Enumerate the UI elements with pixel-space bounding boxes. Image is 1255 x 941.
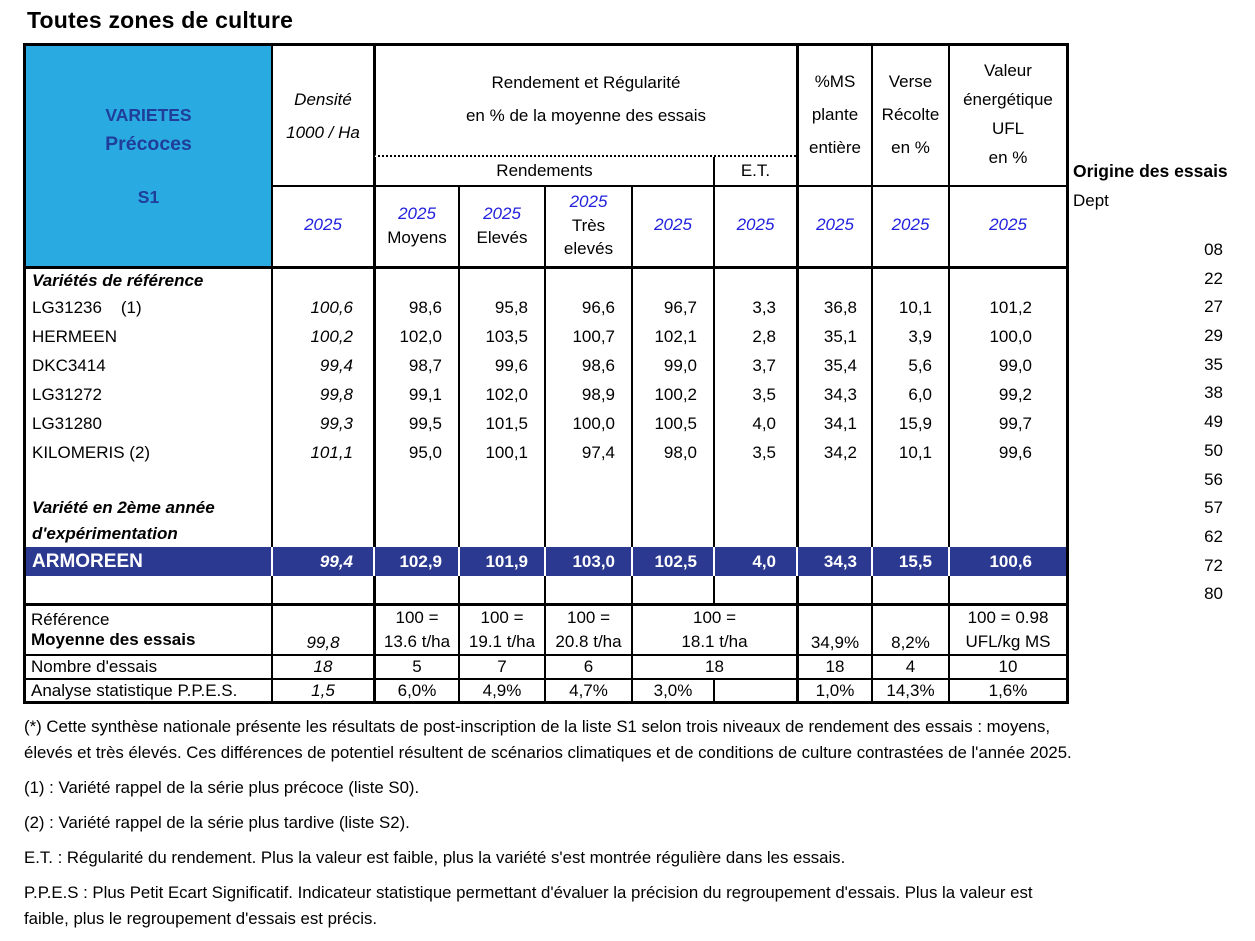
header-ms-l1: %MS xyxy=(814,71,856,91)
results-table xyxy=(23,43,1069,704)
value-densite: 99,4 xyxy=(271,351,373,380)
value-densite: 101,1 xyxy=(271,438,373,467)
header-verse-l1: Verse xyxy=(888,71,933,91)
essais-densite: 18 xyxy=(271,654,373,678)
department-number: 08 xyxy=(1204,240,1223,259)
header-ufl xyxy=(948,46,1066,185)
essais-tres-eleves: 6 xyxy=(544,654,631,678)
variety-name: ARMOREEN xyxy=(26,547,271,576)
empty-cell xyxy=(871,495,948,521)
header-ms-l2: plante xyxy=(811,104,859,124)
empty-cell xyxy=(458,495,544,521)
year-label: 2025 xyxy=(483,203,521,223)
footnotes xyxy=(24,714,1079,941)
value-eleves: 95,8 xyxy=(458,293,544,322)
ref-tha: 19.1 t/ha xyxy=(468,632,536,651)
year-verse xyxy=(871,185,948,266)
value-densite: 100,6 xyxy=(271,293,373,322)
year-label: 2025 xyxy=(891,215,930,234)
empty-cell xyxy=(948,467,1066,495)
year-et xyxy=(713,185,796,266)
value-eleves: 99,6 xyxy=(458,351,544,380)
value-eleves: 101,5 xyxy=(458,409,544,438)
empty-cell xyxy=(948,576,1066,603)
corner-header xyxy=(26,46,271,266)
year-label: 2025 xyxy=(816,215,854,234)
empty-cell xyxy=(458,266,544,293)
reference-label xyxy=(26,603,271,654)
reference-tres-eleves xyxy=(544,603,631,654)
ppes-ms: 1,0% xyxy=(796,678,871,702)
empty-cell xyxy=(458,521,544,547)
header-ufl-l2: énergétique xyxy=(963,90,1053,109)
reference-verse: 8,2% xyxy=(871,603,948,654)
empty-cell xyxy=(26,467,271,495)
value-ufl: 100,0 xyxy=(948,322,1066,351)
ppes-ufl: 1,6% xyxy=(948,678,1066,702)
header-verse xyxy=(871,46,948,185)
essais-eleves: 7 xyxy=(458,654,544,678)
ref-100: 100 = xyxy=(480,608,524,627)
essais-row xyxy=(26,654,1066,678)
value-ufl: 99,7 xyxy=(948,409,1066,438)
variety-name: LG31272 xyxy=(32,384,102,404)
value-moyens: 102,9 xyxy=(373,547,458,576)
value-all: 100,5 xyxy=(631,409,713,438)
empty-cell xyxy=(948,266,1066,293)
department-number: 29 xyxy=(1204,326,1223,346)
variety-row xyxy=(26,438,1066,467)
origin-title: Origine des essais xyxy=(1073,161,1228,181)
empty-cell xyxy=(544,576,631,603)
ref-ufl-l2: UFL/kg MS xyxy=(965,632,1051,651)
department-number: 22 xyxy=(1204,268,1223,288)
empty-cell xyxy=(871,576,948,603)
value-verse: 10,1 xyxy=(871,438,948,467)
empty-cell xyxy=(796,495,871,521)
value-densite: 100,2 xyxy=(271,322,373,351)
origin-dept-label: Dept xyxy=(1073,191,1109,210)
empty-cell xyxy=(796,266,871,293)
footnote-et: E.T. : Régularité du rendement. Plus la valeur est faible, plus la variété s'est montrée régulière dans les essais. xyxy=(24,848,846,867)
empty-cell xyxy=(631,521,713,547)
year-label: 2025 xyxy=(304,215,342,234)
department-number: 62 xyxy=(1204,526,1223,546)
sublabel-moyens: Moyens xyxy=(387,227,447,247)
header-ms-l3: entière xyxy=(809,137,861,157)
corner-precoces: Précoces xyxy=(105,132,192,155)
ref-100: 100 = xyxy=(395,608,439,627)
value-moyens: 102,0 xyxy=(373,322,458,351)
value-densite: 99,3 xyxy=(271,409,373,438)
value-ufl: 99,0 xyxy=(948,351,1066,380)
value-ms: 34,3 xyxy=(796,547,871,576)
value-moyens: 99,1 xyxy=(373,380,458,409)
value-et: 3,3 xyxy=(713,293,796,322)
value-moyens: 95,0 xyxy=(373,438,458,467)
corner-s1: S1 xyxy=(137,186,160,207)
value-verse: 10,1 xyxy=(871,293,948,322)
value-all: 96,7 xyxy=(631,293,713,322)
value-verse: 15,5 xyxy=(871,547,948,576)
empty-cell xyxy=(373,576,458,603)
header-group-l2: en % de la moyenne des essais xyxy=(465,106,707,125)
header-ufl-l4: en % xyxy=(988,148,1028,167)
empty-cell xyxy=(544,495,631,521)
value-densite: 99,4 xyxy=(271,547,373,576)
section-row xyxy=(26,495,1066,521)
value-moyens: 98,7 xyxy=(373,351,458,380)
empty-row xyxy=(26,576,1066,603)
ref-ufl-l1: 100 = 0.98 xyxy=(967,608,1049,627)
empty-cell xyxy=(631,495,713,521)
results-table-grid xyxy=(26,46,1066,702)
value-ms: 35,4 xyxy=(796,351,871,380)
ppes-moyens: 6,0% xyxy=(373,678,458,702)
ref-100: 100 = xyxy=(566,608,610,627)
department-number: 57 xyxy=(1204,498,1223,518)
empty-cell xyxy=(871,521,948,547)
department-number: 38 xyxy=(1204,383,1223,403)
empty-cell xyxy=(796,467,871,495)
variety-row xyxy=(26,351,1066,380)
reference-moyens xyxy=(373,603,458,654)
variety-name: HERMEEN xyxy=(32,326,118,346)
header-ufl-l1: Valeur xyxy=(984,61,1032,80)
department-number: 49 xyxy=(1204,412,1223,432)
ref-tha: 18.1 t/ha xyxy=(681,632,748,651)
department-number: 35 xyxy=(1204,354,1223,374)
value-all: 98,0 xyxy=(631,438,713,467)
sublabel-eleves: Elevés xyxy=(476,227,528,247)
footnote-ppes: P.P.E.S : Plus Petit Ecart Significatif. Indicateur statistique permettant d'évaluer la précision du regroupement d'essais. Plus la valeur est faible, plus le regroupement d'essais est précis. xyxy=(24,883,1033,928)
header-et: E.T. xyxy=(713,157,796,185)
footnote-1: (1) : Variété rappel de la série plus précoce (liste S0). xyxy=(24,778,420,797)
reference-ufl xyxy=(948,603,1066,654)
value-ufl: 99,2 xyxy=(948,380,1066,409)
reference-ms: 34,9% xyxy=(796,603,871,654)
variety-row xyxy=(26,409,1066,438)
value-tres-eleves: 97,4 xyxy=(544,438,631,467)
department-number: 27 xyxy=(1204,297,1223,317)
empty-cell xyxy=(948,521,1066,547)
value-tres-eleves: 98,6 xyxy=(544,351,631,380)
empty-cell xyxy=(871,467,948,495)
variety-name: LG31236 (1) xyxy=(32,297,142,317)
ppes-eleves: 4,9% xyxy=(458,678,544,702)
header-verse-l3: en % xyxy=(891,137,930,157)
empty-cell xyxy=(544,266,631,293)
ppes-verse: 14,3% xyxy=(871,678,948,702)
value-ms: 36,8 xyxy=(796,293,871,322)
ref-100: 100 = xyxy=(692,608,736,627)
value-et: 3,5 xyxy=(713,380,796,409)
value-et: 4,0 xyxy=(713,547,796,576)
department-list xyxy=(1073,236,1223,609)
ppes-densite: 1,5 xyxy=(271,678,373,702)
value-all: 102,1 xyxy=(631,322,713,351)
ref-tha: 20.8 t/ha xyxy=(555,632,622,651)
empty-cell xyxy=(631,467,713,495)
reference-row xyxy=(26,603,1066,654)
ppes-row xyxy=(26,678,1066,702)
origin-panel xyxy=(1073,161,1243,211)
section-row xyxy=(26,521,1066,547)
value-tres-eleves: 96,6 xyxy=(544,293,631,322)
year-label: 2025 xyxy=(654,215,692,234)
value-et: 3,5 xyxy=(713,438,796,467)
value-densite: 99,8 xyxy=(271,380,373,409)
ref-tha: 13.6 t/ha xyxy=(383,632,451,651)
year-ms xyxy=(796,185,871,266)
value-et: 4,0 xyxy=(713,409,796,438)
header-ufl-l3: UFL xyxy=(991,119,1025,138)
ppes-et xyxy=(713,678,796,702)
year-label: 2025 xyxy=(398,203,436,223)
empty-cell xyxy=(271,495,373,521)
sublabel-tres-eleves xyxy=(546,214,631,260)
year-moyens xyxy=(373,185,458,266)
value-moyens: 99,5 xyxy=(373,409,458,438)
value-tres-eleves: 100,0 xyxy=(544,409,631,438)
value-tres-eleves: 100,7 xyxy=(544,322,631,351)
ppes-all: 3,0% xyxy=(631,678,713,702)
value-ufl: 99,6 xyxy=(948,438,1066,467)
value-verse: 3,9 xyxy=(871,322,948,351)
essais-ufl: 10 xyxy=(948,654,1066,678)
department-number: 80 xyxy=(1204,584,1223,604)
variety-row xyxy=(26,293,1066,322)
value-tres-eleves: 98,9 xyxy=(544,380,631,409)
reference-label-l2: Moyenne des essais xyxy=(31,630,196,649)
reference-all xyxy=(631,603,796,654)
year-ufl xyxy=(948,185,1066,266)
empty-cell xyxy=(871,266,948,293)
empty-cell xyxy=(713,467,796,495)
header-rendements: Rendements xyxy=(373,157,713,185)
value-eleves: 102,0 xyxy=(458,380,544,409)
value-et: 3,7 xyxy=(713,351,796,380)
header-group-l1: Rendement et Régularité xyxy=(491,73,681,92)
value-ms: 35,1 xyxy=(796,322,871,351)
highlight-row-armoreen xyxy=(26,547,1066,576)
empty-cell xyxy=(458,576,544,603)
empty-cell xyxy=(713,266,796,293)
empty-cell xyxy=(271,266,373,293)
value-ms: 34,3 xyxy=(796,380,871,409)
reference-label-l1: Référence xyxy=(31,610,110,629)
year-densite xyxy=(271,185,373,266)
empty-cell xyxy=(373,521,458,547)
value-et: 2,8 xyxy=(713,322,796,351)
year-eleves xyxy=(458,185,544,266)
essais-moyens: 5 xyxy=(373,654,458,678)
empty-cell xyxy=(373,495,458,521)
essais-all: 18 xyxy=(631,654,796,678)
header-verse-l2: Récolte xyxy=(881,104,940,124)
footnote-synthese: (*) Cette synthèse nationale présente les résultats de post-inscription de la liste S1 selon trois niveaux de rendement des essais : moyens, élevés et très élevés. Ces différences de potentiel résultent de scénarios climatiques et de conditions de culture contrastées de l'année 2025. xyxy=(24,717,1072,762)
page-title: Toutes zones de culture xyxy=(27,7,294,33)
value-moyens: 98,6 xyxy=(373,293,458,322)
year-tres-eleves xyxy=(544,185,631,266)
empty-cell xyxy=(713,576,796,603)
ppes-tres-eleves: 4,7% xyxy=(544,678,631,702)
value-ms: 34,1 xyxy=(796,409,871,438)
value-verse: 6,0 xyxy=(871,380,948,409)
variety-row xyxy=(26,322,1066,351)
department-number: 72 xyxy=(1204,555,1223,575)
value-ufl: 101,2 xyxy=(948,293,1066,322)
department-number: 56 xyxy=(1204,469,1223,489)
empty-cell xyxy=(458,467,544,495)
year-label: 2025 xyxy=(989,215,1027,234)
corner-varietes: VARIETES xyxy=(105,104,192,125)
value-eleves: 100,1 xyxy=(458,438,544,467)
essais-ms: 18 xyxy=(796,654,871,678)
empty-cell xyxy=(271,521,373,547)
header-densite xyxy=(271,46,373,185)
header-densite-l2: 1000 / Ha xyxy=(286,122,360,142)
year-all xyxy=(631,185,713,266)
header-rendement-group xyxy=(373,46,796,157)
value-ms: 34,2 xyxy=(796,438,871,467)
empty-cell xyxy=(373,467,458,495)
variety-name: KILOMERIS (2) xyxy=(32,442,151,462)
value-all: 100,2 xyxy=(631,380,713,409)
sublabel-tres-l2: elevés xyxy=(563,239,614,258)
empty-cell xyxy=(373,266,458,293)
year-label: 2025 xyxy=(736,215,775,234)
value-ufl: 100,6 xyxy=(948,547,1066,576)
value-verse: 5,6 xyxy=(871,351,948,380)
variety-name: DKC3414 xyxy=(32,355,106,375)
footnote-2: (2) : Variété rappel de la série plus tardive (liste S2). xyxy=(24,813,410,832)
section-second-year-l2: d'expérimentation xyxy=(32,524,178,543)
variety-row xyxy=(26,380,1066,409)
value-all: 102,5 xyxy=(631,547,713,576)
empty-cell xyxy=(631,266,713,293)
value-eleves: 103,5 xyxy=(458,322,544,351)
value-tres-eleves: 103,0 xyxy=(544,547,631,576)
empty-cell xyxy=(796,576,871,603)
header-densite-l1: Densité xyxy=(294,89,352,109)
empty-cell xyxy=(544,521,631,547)
sublabel-tres-l1: Très xyxy=(571,216,606,235)
value-all: 99,0 xyxy=(631,351,713,380)
section-reference-label: Variétés de référence xyxy=(26,266,271,293)
year-label: 2025 xyxy=(569,192,608,211)
empty-cell xyxy=(713,521,796,547)
reference-eleves xyxy=(458,603,544,654)
empty-cell xyxy=(271,467,373,495)
empty-cell xyxy=(713,495,796,521)
reference-densite: 99,8 xyxy=(271,603,373,654)
section-second-year-l1: Variété en 2ème année xyxy=(32,498,215,517)
empty-row xyxy=(26,467,1066,495)
value-verse: 15,9 xyxy=(871,409,948,438)
ppes-label: Analyse statistique P.P.E.S. xyxy=(26,678,271,702)
department-number: 50 xyxy=(1204,440,1223,460)
value-eleves: 101,9 xyxy=(458,547,544,576)
empty-cell xyxy=(631,576,713,603)
empty-cell xyxy=(271,576,373,603)
empty-cell xyxy=(544,467,631,495)
variety-name: LG31280 xyxy=(32,413,102,433)
header-ms xyxy=(796,46,871,185)
essais-label: Nombre d'essais xyxy=(26,654,271,678)
empty-cell xyxy=(948,495,1066,521)
essais-verse: 4 xyxy=(871,654,948,678)
empty-cell xyxy=(26,576,271,603)
empty-cell xyxy=(796,521,871,547)
